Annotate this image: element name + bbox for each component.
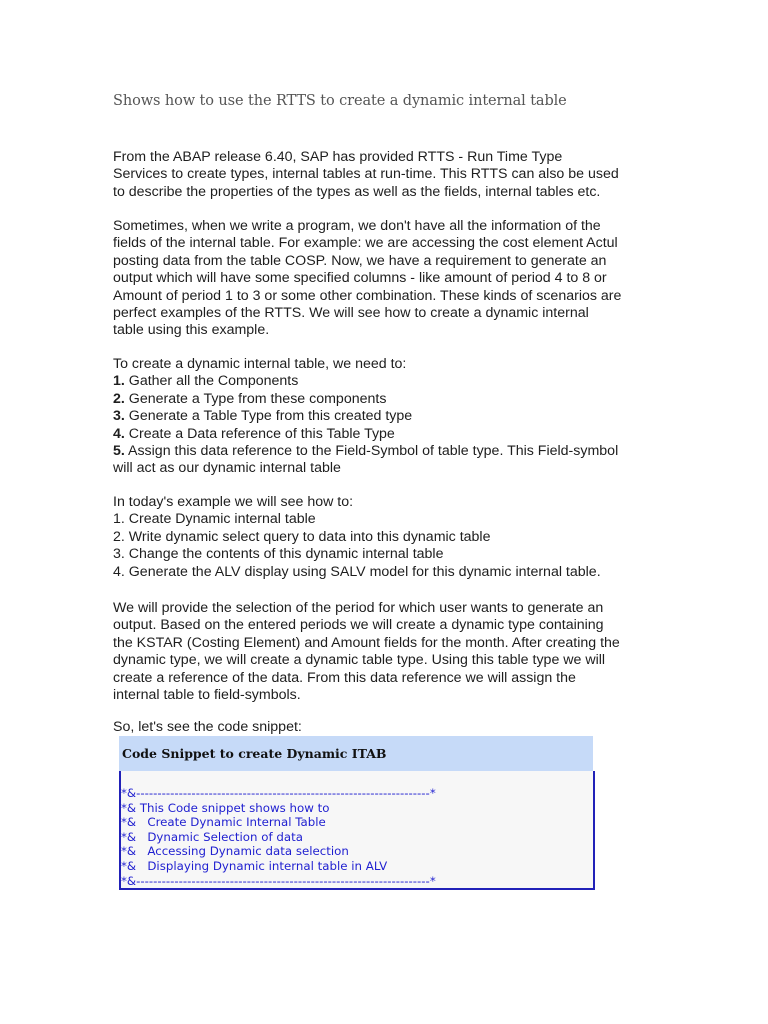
list-item: 1. Create Dynamic internal table — [113, 511, 316, 528]
code-line: *&---------------------------------------------------------------------* — [121, 786, 436, 800]
code-line: *& Displaying Dynamic internal table in ALV — [121, 858, 388, 873]
example-list — [113, 494, 658, 581]
selection-paragraph — [113, 600, 658, 704]
text-line: posting data from the table COSP. Now, we have a requirement to generate an — [113, 252, 607, 269]
text-line: We will provide the selection of the period for which user wants to generate an — [113, 600, 604, 616]
text-line: output. Based on the entered periods we will create a dynamic type containing — [113, 617, 604, 634]
steps-list — [113, 356, 658, 478]
text-line: So, let's see the code snippet: — [113, 719, 302, 735]
list-item: 4. Generate the ALV display using SALV model for this dynamic internal table. — [113, 563, 601, 580]
step-item — [113, 391, 658, 408]
code-snippet-box — [119, 771, 595, 890]
step-text: Assign this data reference to the Field-Symbol of table type. This Field-symbol — [124, 443, 619, 460]
step-text: Gather all the Components — [124, 373, 299, 390]
code-line: *& Create Dynamic Internal Table — [121, 815, 326, 830]
intro-paragraph — [113, 149, 658, 201]
snippet-lead — [113, 719, 658, 736]
step-number: 3. — [113, 408, 125, 425]
text-line: In today's example we will see how to: — [113, 494, 354, 510]
step-text: Create a Data reference of this Table Type — [124, 425, 395, 442]
document-title: Shows how to use the RTTS to create a dynamic internal table — [113, 93, 567, 109]
step-number: 2. — [113, 390, 125, 407]
text-line: output which will have some specified columns - like amount of period 4 to 8 or — [113, 270, 607, 287]
text-line: to describe the properties of the types as well as the fields, internal tables etc. — [113, 183, 601, 200]
step-item — [113, 373, 658, 390]
code-line: *&---------------------------------------------------------------------* — [121, 873, 436, 888]
step-item — [113, 408, 658, 425]
list-item: 3. Change the contents of this dynamic internal table — [113, 546, 444, 563]
step-number: 4. — [113, 425, 125, 442]
text-line: From the ABAP release 6.40, SAP has provided RTTS - Run Time Type — [113, 149, 563, 165]
code-line: *& This Code snippet shows how to — [121, 800, 330, 815]
steps-intro: To create a dynamic internal table, we need to: — [113, 356, 407, 372]
scenario-paragraph — [113, 218, 658, 340]
text-line: dynamic type, we will create a dynamic table type. Using this table type we will — [113, 652, 606, 669]
text-line: Sometimes, when we write a program, we don't have all the information of the — [113, 218, 601, 234]
step-text: Generate a Table Type from this created type — [124, 408, 413, 425]
text-line: perfect examples of the RTTS. We will see how to create a dynamic internal — [113, 305, 589, 322]
text-line: Amount of period 1 to 3 or some other combination. These kinds of scenarios are — [113, 287, 622, 304]
text-line: create a reference of the data. From this data reference we will assign the — [113, 669, 576, 686]
text-line: internal table to field-symbols. — [113, 687, 301, 704]
step-number: 1. — [113, 373, 125, 390]
code-line: *& Dynamic Selection of data — [121, 829, 303, 844]
code-snippet-header: Code Snippet to create Dynamic ITAB — [119, 736, 593, 771]
step-item — [113, 443, 658, 460]
step-text: Generate a Type from these components — [124, 390, 387, 407]
step-continuation: will act as our dynamic internal table — [113, 460, 341, 477]
step-number: 5. — [113, 443, 125, 460]
code-line: *& Accessing Dynamic data selection — [121, 844, 349, 859]
step-item — [113, 426, 658, 443]
text-line: table using this example. — [113, 322, 270, 339]
list-item: 2. Write dynamic select query to data into this dynamic table — [113, 528, 491, 545]
text-line: fields of the internal table. For example: we are accessing the cost element Actul — [113, 235, 618, 252]
text-line: the KSTAR (Costing Element) and Amount fields for the month. After creating the — [113, 634, 620, 651]
text-line: Services to create types, internal tables at run-time. This RTTS can also be used — [113, 166, 619, 183]
